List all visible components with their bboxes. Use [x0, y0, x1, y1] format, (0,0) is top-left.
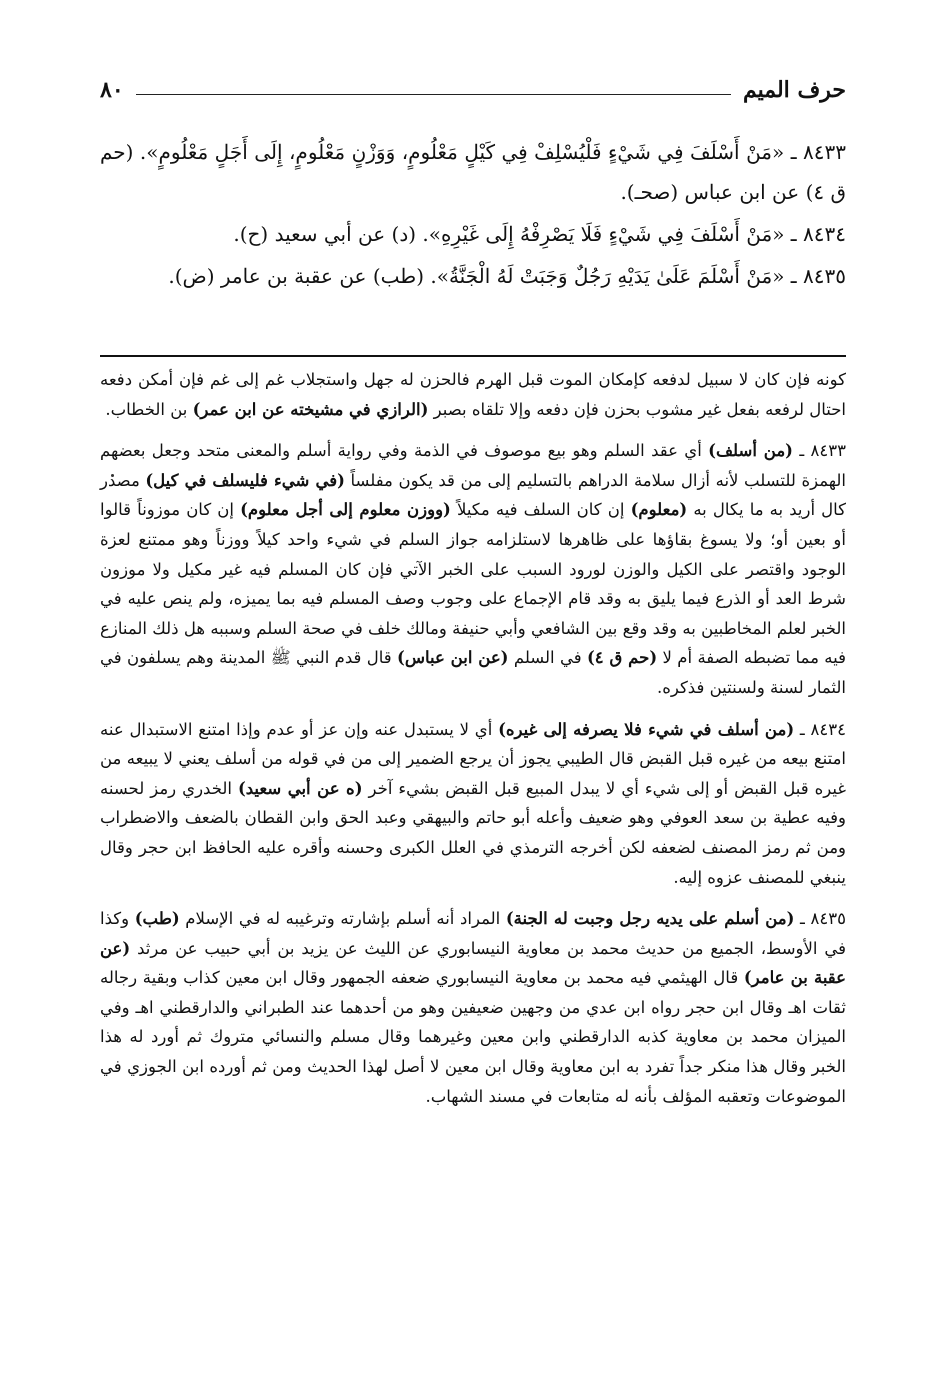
commentary-text: الخدري رمز لحسنه وفيه عطية بن سعد العوفي وهو ضعيف وأعله أبو حاتم والبيهقي وعبد الحق وابن القطان بالضعف والاضطراب ومن ثم رمز المصنف لضعفه لكن أخرجه الترمذي في العلل الكبرى وحسنه وأقره عليه الحافظ ابن حجر وقال ينبغي للمصنف عزوه إليه. — [100, 778, 846, 887]
page-header — [100, 74, 846, 106]
commentary-paragraph-8433 — [100, 436, 846, 702]
commentary — [100, 365, 846, 1123]
commentary-paragraph-8434 — [100, 715, 846, 893]
commentary-text: إن كان موزوناً قالوا أو بعين أو؛ ولا يسوغ بقاؤها على ظاهرها لاستلزامه جواز السلم في شيء واحد كيلاً ووزناً وهو ممتنع لعزة الوجود واقتصر على الكيل والوزن لورود السبب على الخبر الآتي فإن كان المسلم فيه غير مكيل ولا موزون شرط العد أو الذرع فيما يليق به وقد قام الإجماع على وجوب وصف المسلم فيه بما يميزه، ولم ينص عليه في الخبر لعلم المخاطبين به وقد وقع بين الشافعي وأبي حنيفة ومالك خلف في صحة السلم وسببه هل ذلك المنازع فيه مما تضبطه الصفة أم لا — [100, 500, 846, 668]
chapter-title: حرف الميم — [742, 77, 846, 103]
header-rule — [136, 94, 731, 95]
hadith-8435: ٨٤٣٥ ـ «مَنْ أَسْلَمَ عَلَىٰ يَدَيْهِ رَجُلٌ وَجَبَتْ لَهُ الْجَنَّةُ». (طب) عن عقبة بن عامر (ض). — [168, 264, 846, 288]
page-number: ٨٠ — [100, 77, 124, 103]
commentary-source: (ه عن أبي سعيد) — [237, 778, 363, 798]
commentary-source: (حم ق ٤) — [586, 648, 658, 668]
commentary-text: بن الخطاب. — [105, 399, 193, 419]
section-divider — [100, 355, 846, 357]
commentary-text: في السلم — [508, 648, 587, 668]
commentary-source: (عن عقبة بن عامر) — [100, 938, 846, 988]
commentary-paragraph — [100, 365, 846, 424]
commentary-lemma: (من أسلف) — [708, 441, 793, 461]
commentary-text: مصدر كال أريد به ما يكال به — [100, 470, 847, 520]
commentary-paragraph-8435 — [100, 904, 846, 1111]
commentary-source: (طب) — [134, 909, 180, 929]
hadith-8434: ٨٤٣٤ ـ «مَنْ أَسْلَفَ فِي شَيْءٍ فَلَا يَصْرِفْهُ إِلَى غَيْرِهِ». (د) عن أبي سعيد (ح). — [233, 222, 846, 246]
commentary-lemma: (من أسلف في شيء فلا يصرفه إلى غيره) — [498, 719, 795, 739]
commentary-source: (عن ابن عباس) — [397, 648, 509, 668]
commentary-lemma: (من أسلم على يديه رجل وجبت له الجنة) — [505, 909, 795, 929]
commentary-text: المراد أنه أسلم بإشارته وترغيبه له في الإسلام — [179, 909, 506, 929]
commentary-number: ٨٤٣٣ ـ — [792, 441, 846, 461]
commentary-text: أي عقد السلم وهو بيع موصوف في الذمة وفي رواية أسلم والمعنى متحد وجعل بعضهم الهمزة للتسلب لأنه أزال سلامة الدراهم بالتسليم إلى من قد يكون مفلساً — [100, 441, 846, 490]
commentary-text: قال قدم النبي ﷺ المدينة وهم يسلفون في الثمار لسنة ولسنتين فذكره. — [100, 648, 846, 697]
commentary-text: قال الهيثمي فيه محمد بن معاوية النيسابوري ضعفه الجمهور وقال ابن معين كذاب وبقية رجاله ثقات اهـ وقال ابن حجر رواه ابن عدي من وجهين ضعيفين وهو من أحدهما عند الطبراني والدارقطني اهـ وفي الميزان محمد بن معاوية كذبه الدارقطني وابن معين وغيرهما وقال مسلم والنسائي متروك ثم أورد له هذا الخبر وقال هذا منكر جداً تفرد به ابن معاوية وقال ابن معين لا أصل لهذا الحديث ومن ثم أورده ابن الجوزي في الموضوعات وتعقبه المؤلف بأنه له متابعات في مسند الشهاب. — [100, 968, 846, 1106]
commentary-number: ٨٤٣٤ ـ — [794, 719, 846, 739]
commentary-text: كونه فإن كان لا سبيل لدفعه كإمكان الموت قبل الهرم فالحزن له جهل واستجلاب غم إلى غم فإن أمكن دفعه احتال لرفعه بفعل غير مشوب بحزن فإن دفعه وإلا تلقاه بصبر — [100, 370, 846, 419]
commentary-text: وكذا في الأوسط، الجميع من حديث محمد بن معاوية النيسابوري عن الليث عن يزيد بن أبي حبيب عن مرثد — [100, 909, 846, 958]
commentary-text: أي لا يستبدل عنه وإن عز أو عدم وإذا امتنع الاستبدال عنه امتنع بيعه من غيره قبل القبض قال الطيبي يجوز أن يرجع الضمير إلى من في قوله من أسلف يعني لا يبيعه من غيره قبل القبض أو إلى شيء أي لا يبدل المبيع قبل القبض بشيء آخر — [100, 719, 846, 798]
commentary-text: إن كان السلف فيه مكيلاً — [450, 500, 631, 520]
hadith-8433: ٨٤٣٣ ـ «مَنْ أَسْلَفَ فِي شَيْءٍ فَلْيُسْلِفْ فِي كَيْلٍ مَعْلُومٍ، وَوَزْنٍ مَعْلُومٍ، إِلَى أَجَلٍ مَعْلُومٍ». (حم ق ٤) عن ابن عباس (صحـ). — [100, 140, 846, 204]
commentary-lemma: (في شيء فليسلف في كيل) — [145, 470, 345, 490]
hadith-texts — [100, 132, 846, 298]
commentary-number: ٨٤٣٥ ـ — [794, 909, 846, 929]
commentary-source: (الرازي في مشيخته عن ابن عمر) — [192, 399, 429, 419]
commentary-lemma: (معلوم) — [630, 500, 688, 520]
commentary-lemma: (ووزن معلوم إلى أجل معلوم) — [240, 500, 451, 520]
